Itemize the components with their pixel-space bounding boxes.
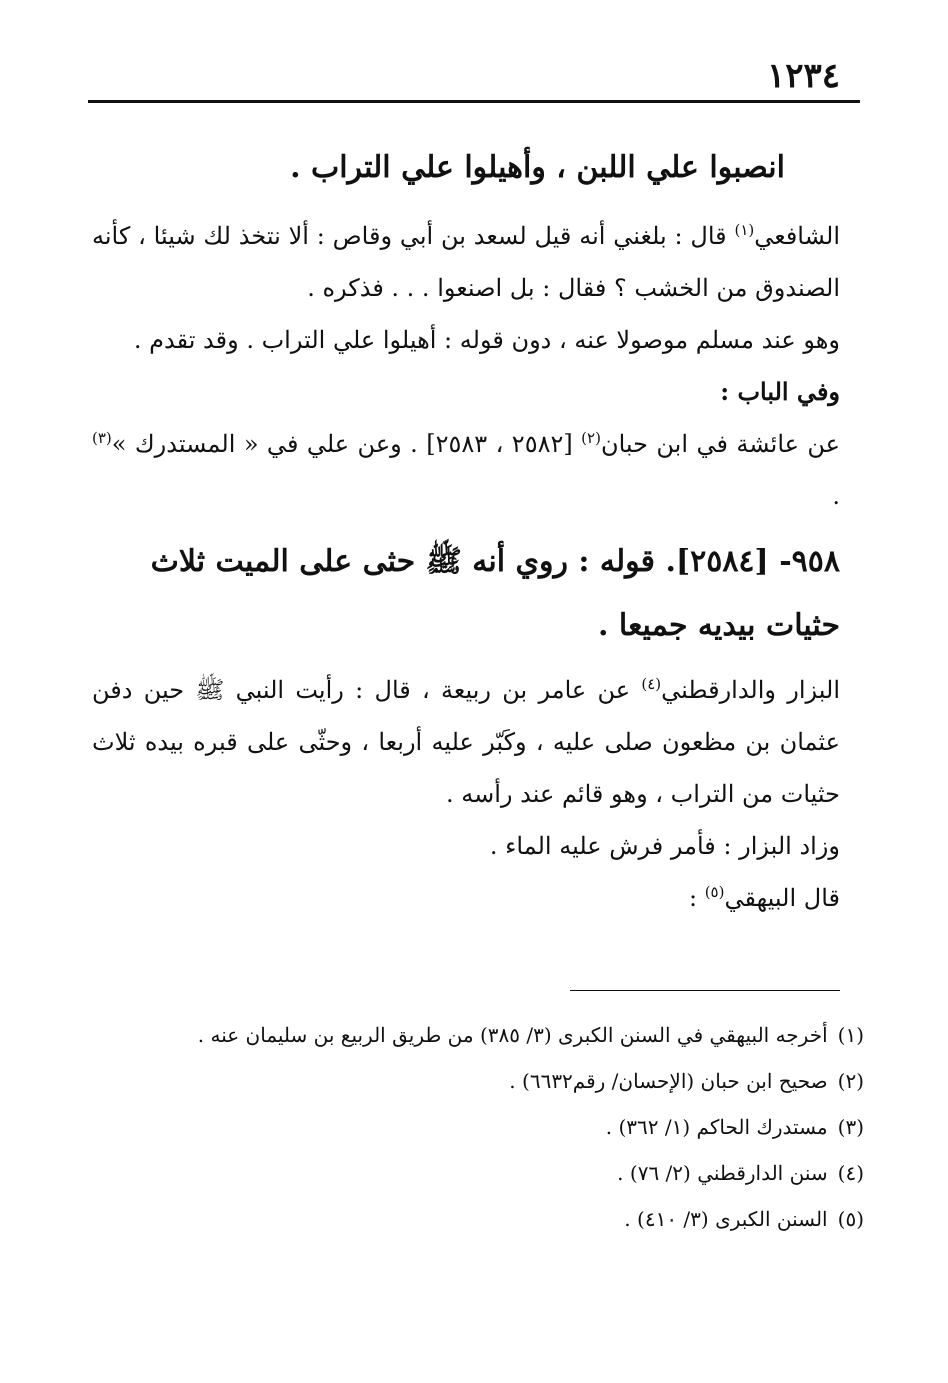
footnote-number: (٥) [837, 1207, 864, 1231]
footnote-ref-3: (٣) [92, 429, 112, 447]
footnote-text: السنن الكبرى (٣/ ٤١٠) . [624, 1207, 828, 1231]
paragraph-bayhaqi [92, 872, 840, 924]
footnote-text: صحيح ابن حبان (الإحسان/ رقم٦٦٣٢) . [509, 1069, 828, 1093]
footnote-text: مستدرك الحاكم (١/ ٣٦٢) . [605, 1115, 828, 1139]
bab-heading: وفي الباب : [720, 377, 840, 406]
footnote-5 [92, 1196, 864, 1242]
paragraph-shafii-text: قال : بلغني أنه قيل لسعد بن أبي وقاص : ألا نتخذ لك شيئا ، كأنه الصندوق من الخشب ؟ فقال : بل اصنعوا . . . فذكره . [92, 222, 840, 302]
intro-heading: انصبوا علي اللبن ، وأهيلوا علي التراب . [290, 150, 785, 185]
footnote-rule [570, 990, 840, 991]
footnote-2 [92, 1058, 864, 1104]
paragraph-bazzar-text: عن عامر بن ربيعة ، قال : رأيت النبي ﷺ حين دفن عثمان بن مظعون صلى عليه ، وكَبّر عليه أربعا ، وحثّى على قبره بيده ثلاث حثيات من التراب ، وهو قائم عند رأسه . [92, 676, 840, 808]
page-number: ١٢٣٤ [766, 56, 840, 96]
page-body [92, 140, 840, 924]
footnotes [92, 1012, 864, 1242]
paragraph-shafii-lead: الشافعي [754, 222, 840, 250]
paragraph-muslim: وهو عند مسلم موصولا عنه ، دون قوله : أهيلوا علي التراب . وقد تقدم . [133, 326, 840, 354]
footnote-ref-4: (٤) [641, 675, 662, 693]
paragraph-bayhaqi-end: : [688, 884, 705, 912]
paragraph-bab [92, 418, 840, 522]
paragraph-bayhaqi-lead: قال البيهقي [724, 884, 840, 912]
paragraph-shafii [92, 210, 840, 314]
footnote-1 [92, 1012, 864, 1058]
header-rule [88, 100, 860, 103]
item-text: قوله : روي أنه ﷺ حثى على الميت ثلاث حثيات بيديه جميعا . [150, 544, 840, 643]
footnote-number: (٤) [837, 1161, 864, 1185]
paragraph-zad: وزاد البزار : فأمر فرش عليه الماء . [489, 832, 840, 860]
footnote-ref-1: (١) [734, 221, 755, 239]
paragraph-bazzar-lead: البزار والدارقطني [661, 676, 840, 704]
footnote-number: (٢) [837, 1069, 864, 1093]
footnote-number: (٣) [837, 1115, 864, 1139]
footnote-ref-2: (٢) [581, 429, 601, 447]
footnote-ref-5: (٥) [704, 883, 725, 901]
item-heading: ٩٥٨- [٢٥٨٤]. قوله : روي أنه ﷺ حثى على الميت ثلاث حثيات بيديه جميعا . [150, 544, 840, 643]
item-ref: [٢٥٨٤] [675, 544, 769, 579]
paragraph-bab-end: . [832, 482, 840, 510]
footnote-text: سنن الدارقطني (٢/ ٧٦) . [617, 1161, 828, 1185]
paragraph-bab-lead: عن عائشة في ابن حبان [600, 430, 840, 458]
paragraph-bazzar [92, 664, 840, 820]
footnote-4 [92, 1150, 864, 1196]
item-number: ٩٥٨ [791, 544, 840, 579]
footnote-number: (١) [837, 1023, 864, 1047]
paragraph-bab-text: [٢٥٨٢ ، ٢٥٨٣] . وعن علي في « المستدرك » [111, 430, 582, 458]
footnote-3 [92, 1104, 864, 1150]
footnote-text: أخرجه البيهقي في السنن الكبرى (٣/ ٣٨٥) من طريق الربيع بن سليمان عنه . [197, 1023, 828, 1047]
